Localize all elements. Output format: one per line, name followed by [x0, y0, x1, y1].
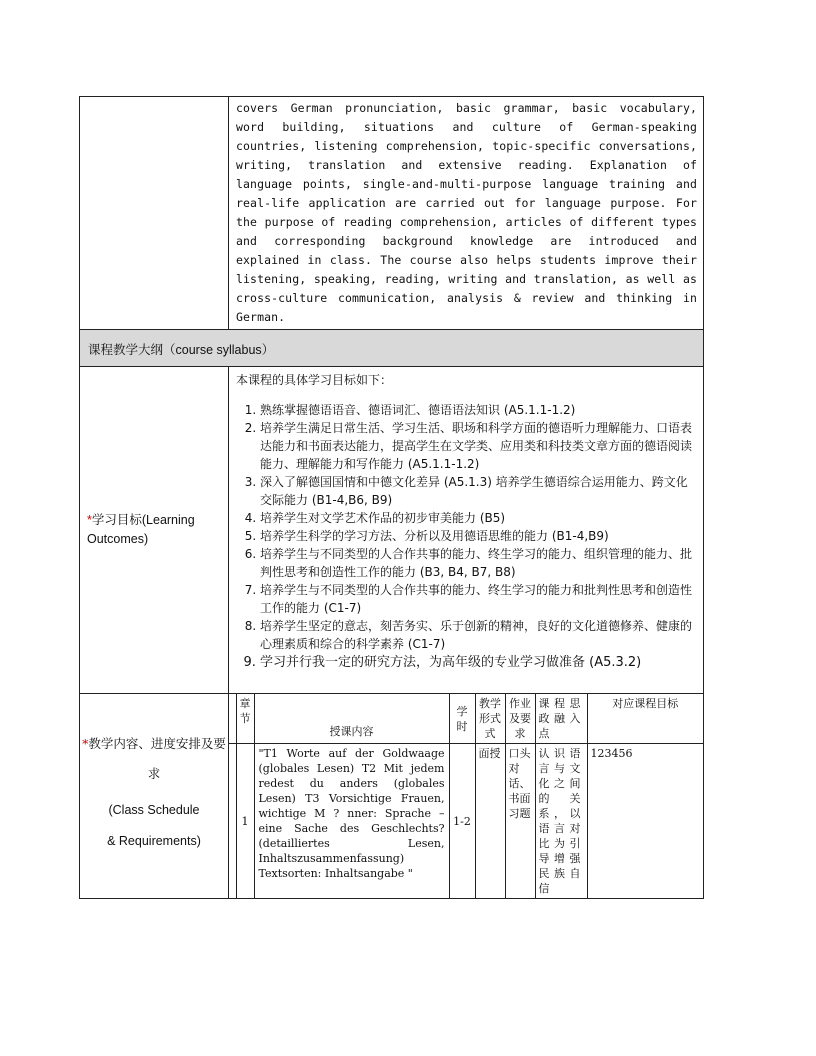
learning-outcomes-label-cell: [80, 367, 229, 694]
learning-outcomes-intro: 本课程的具体学习目标如下：: [236, 373, 393, 387]
schedule-label-en-2: & Requirements): [107, 834, 201, 848]
schedule-table: [229, 694, 703, 898]
syllabus-header-row: [80, 330, 704, 367]
goal-item: 9. 学习并行我一定的研究方法，为高年级的专业学习做准备 (A5.3.2): [260, 653, 695, 673]
learning-outcomes-cell: [229, 367, 704, 694]
description-label-cell: [80, 97, 229, 330]
learning-outcomes-label: 学习目标(Learning Outcomes): [87, 513, 195, 546]
row-chapter: 1: [236, 744, 254, 899]
goal-item: 1. 熟练掌握德语语音、德语词汇、德语语法知识 (A5.1.1-1.2): [260, 401, 695, 419]
schedule-label-cell: [80, 694, 229, 899]
goal-item: 4. 培养学生对文学艺术作品的初步审美能力 (B5): [260, 509, 695, 527]
row-hours: 1-2: [449, 744, 475, 899]
required-asterisk: *: [82, 736, 89, 751]
row-ideology: 认识语言与文化之间的关系，以语言对比为引导增强民族自信: [535, 744, 587, 899]
row-content: "T1 Worte auf der Goldwaage (globales Lesen) T2 Mit jedem redest du anders (globales Lesen) T3 Vorsichtige Frauen, wichtige M ? nner: Sprache – eine Sache des Geschlechts? (detailliertes Lesen, Inhaltszusammenfassung) Textsorten: Inhaltsangabe ": [254, 744, 449, 899]
schedule-label-cn: 教学内容、进度安排及要求: [88, 736, 226, 781]
goal-item: 8. 培养学生坚定的意志，刻苦务实、乐于创新的精神，良好的文化道德修养、健康的心理素质和综合的科学素养 (C1-7): [260, 617, 695, 653]
header-form: 教学形式式: [475, 694, 505, 744]
row-target: 123456: [587, 744, 703, 899]
course-description: covers German pronunciation, basic grammar, basic vocabulary, word building, situations and culture of German-speaking countries, listening comprehension, topic-specific conversations, writing, translation and extensive reading. Explanation of language points, single-and-multi-purpose language training and real-life application are carried out for language purpose. For the purpose of reading comprehension, articles of different types and corresponding background knowledge are introduced and explained in class. The course also helps students improve their listening, speaking, reading, writing and translation, as well as cross-culture communication, analysis & review and thinking in German.: [236, 101, 697, 324]
learning-outcomes-row: [80, 367, 704, 694]
learning-goals-list: [236, 401, 695, 673]
schedule-header-row: [229, 694, 703, 744]
goal-item: 2. 培养学生满足日常生活、学习生活、职场和科学方面的德语听力理解能力、口语表达能力和书面表达能力，提高学生在文学类、应用类和科技类文章方面的德语阅读能力、理解能力和写作能力 (A5.1.1-1.2): [260, 419, 695, 473]
header-homework: 作业及要求: [505, 694, 535, 744]
syllabus-page: [79, 96, 704, 899]
header-hours: 学时: [449, 694, 475, 744]
description-row: [80, 97, 704, 330]
row-form: 面授: [475, 744, 505, 899]
goal-item: 5. 培养学生科学的学习方法、分析以及用德语思维的能力 (B1-4,B9): [260, 527, 695, 545]
goal-item: 3. 深入了解德国国情和中德文化差异 (A5.1.3) 培养学生德语综合运用能力、跨文化交际能力 (B1-4,B6, B9): [260, 473, 695, 509]
table-row: [229, 744, 703, 899]
header-chapter: 章节: [236, 694, 254, 744]
row-homework: 口头对话、书面习题: [505, 744, 535, 899]
schedule-label-en-1: (Class Schedule: [108, 803, 200, 817]
header-target: 对应课程目标: [587, 694, 703, 744]
schedule-row: [80, 694, 704, 899]
schedule-cell: [229, 694, 704, 899]
syllabus-table: [79, 96, 704, 899]
header-ideology: 课程思政融入点: [535, 694, 587, 744]
header-content: 授课内容: [254, 694, 449, 744]
goal-item: 7. 培养学生与不同类型的人合作共事的能力、终生学习的能力和批判性思考和创造性工作的能力 (C1-7): [260, 581, 695, 617]
description-cell: [229, 97, 704, 330]
syllabus-title: 课程教学大纲（course syllabus）: [88, 343, 275, 357]
required-asterisk: *: [87, 513, 92, 527]
goal-item: 6. 培养学生与不同类型的人合作共事的能力、终生学习的能力、组织管理的能力、批判性思考和创造性工作的能力 (B3, B4, B7, B8): [260, 545, 695, 581]
